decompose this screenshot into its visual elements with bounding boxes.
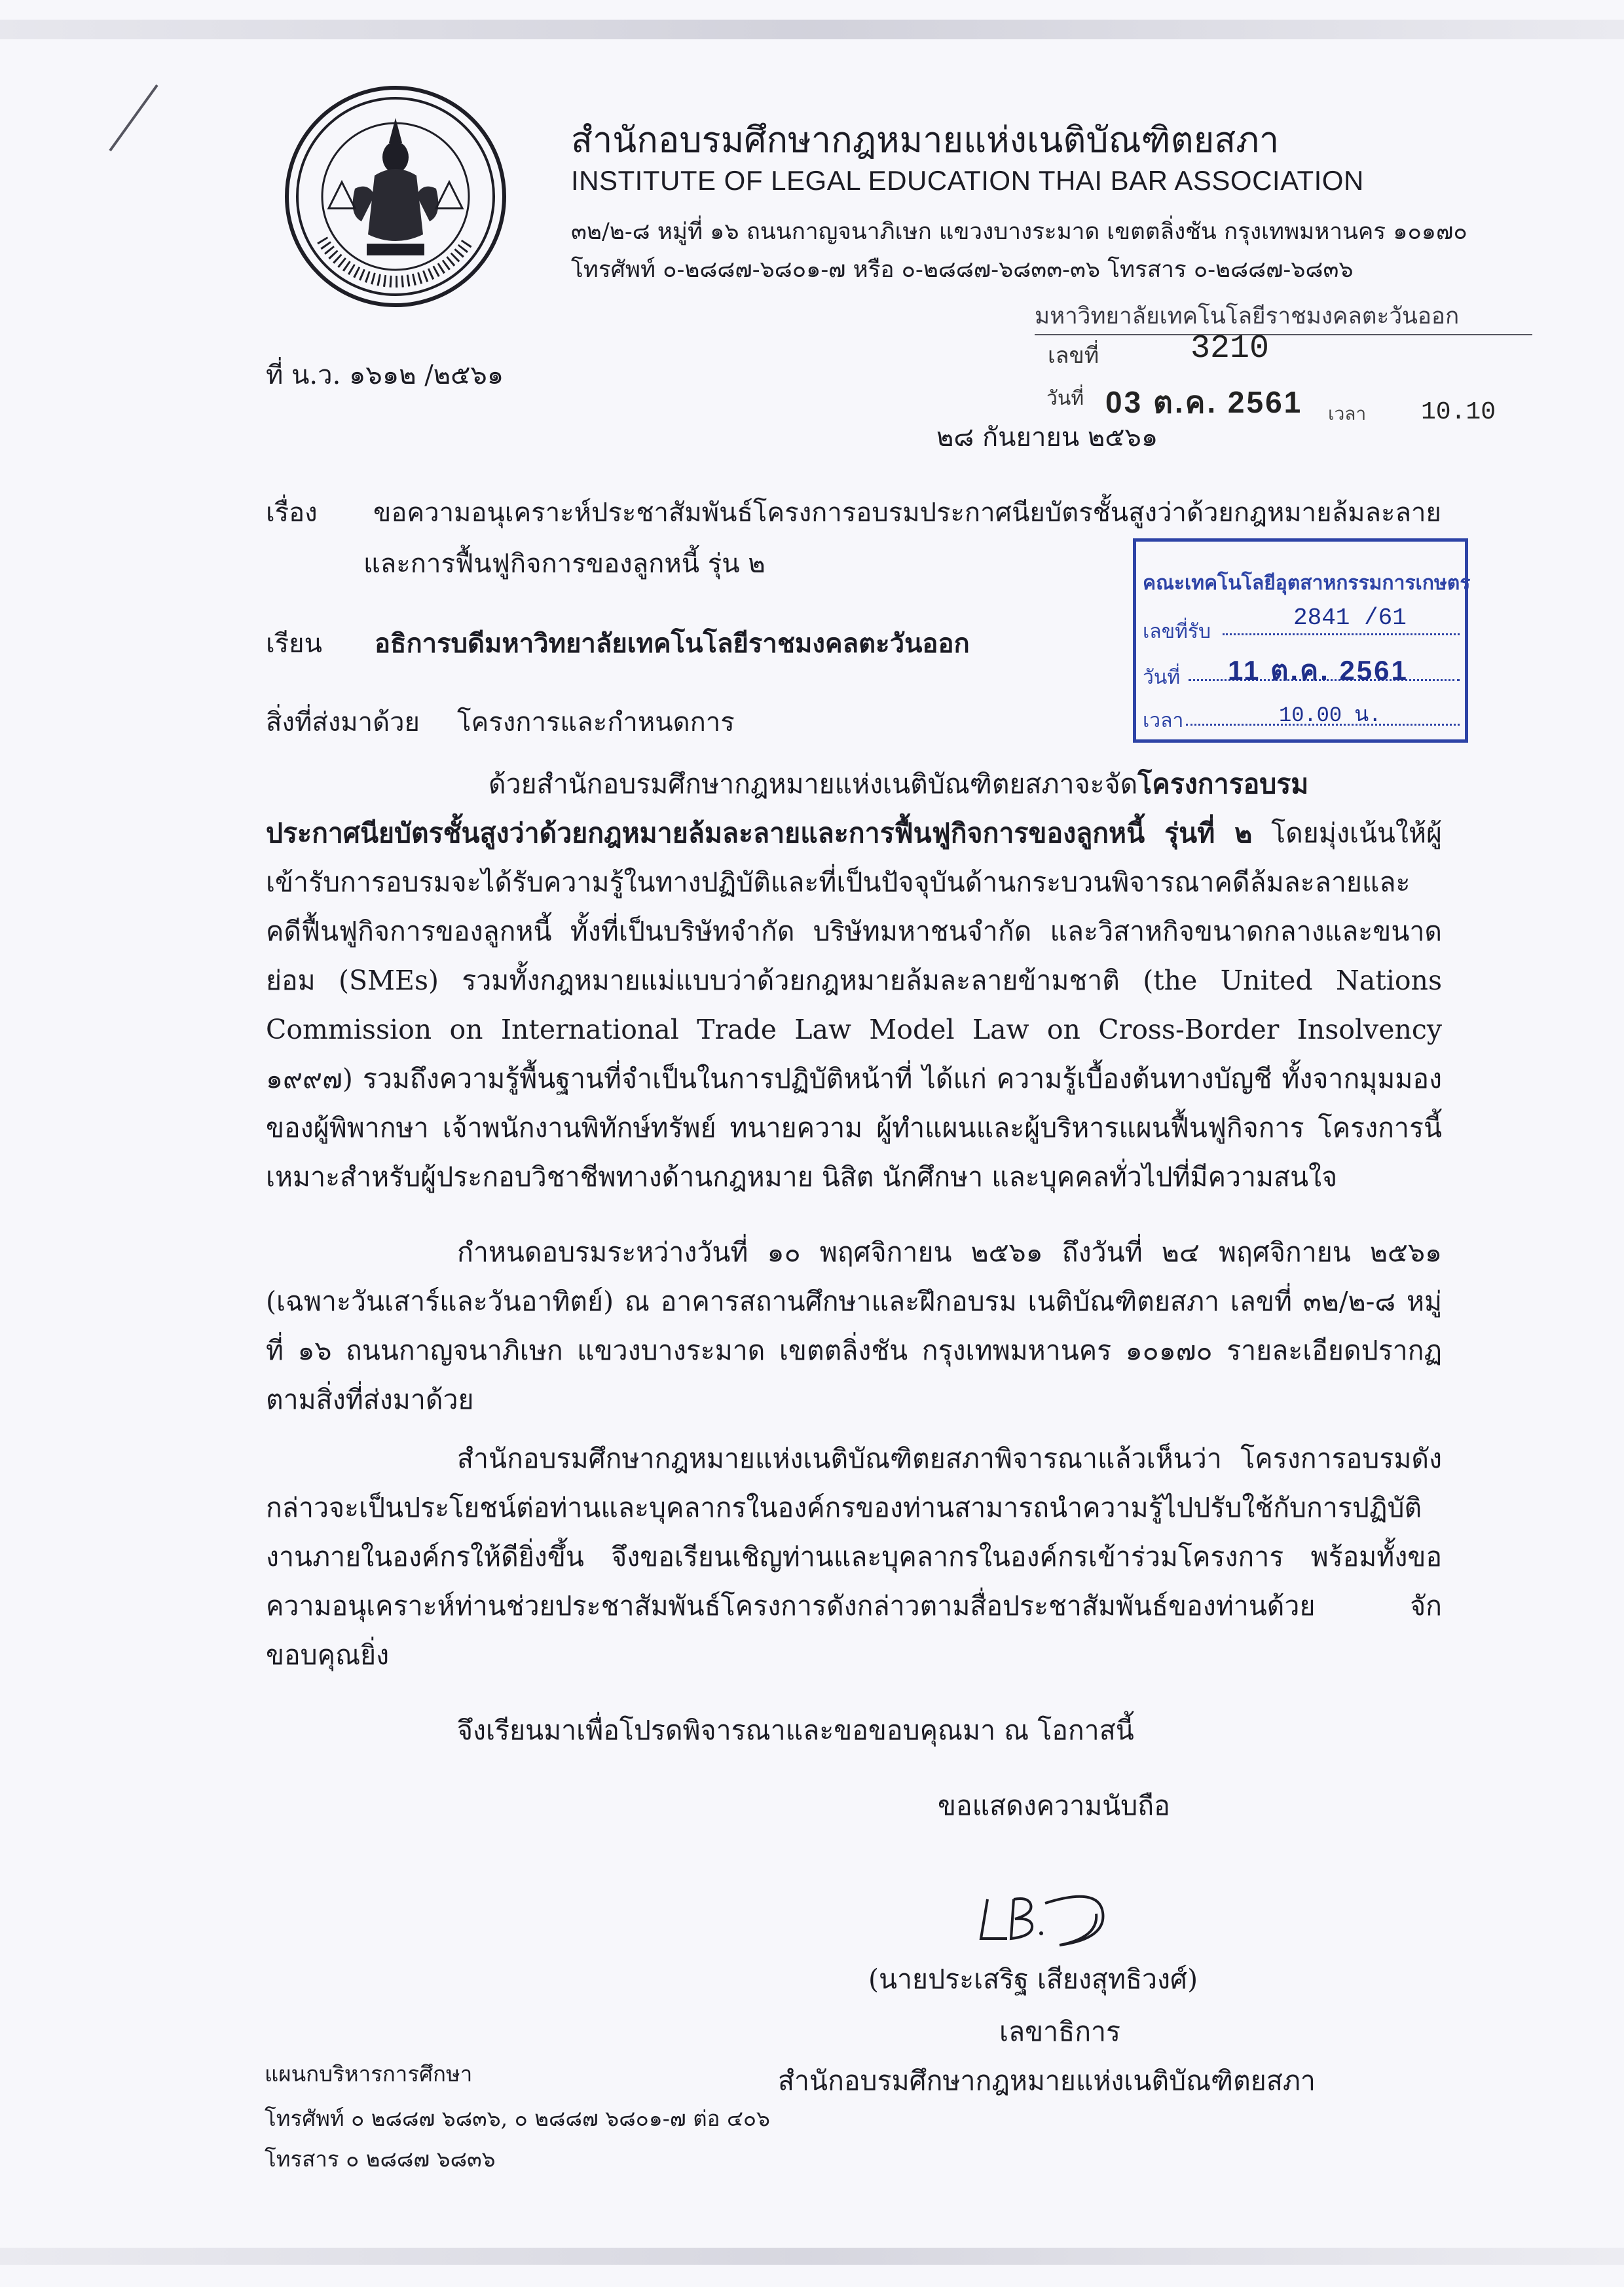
faculty-stamp-title: คณะเทคโนโลยีอุตสาหกรรมการเกษตร [1143,572,1471,595]
footer-fax: โทรสาร ๐ ๒๘๘๗ ๖๘๓๖ [265,2146,496,2172]
receipt-date-value: 03 ต.ค. 2561 [1105,385,1303,419]
institute-name-thai: สำนักอบรมศึกษากฎหมายแห่งเนติบัณฑิตยสภา [571,119,1280,160]
closing-sentence: จึงเรียนมาเพื่อโปรดพิจารณาและขอขอบคุณมา ณ โอกาสนี้ [457,1715,1134,1746]
faculty-stamp-no-label: เลขที่รับ [1143,620,1211,643]
p1-intro: ด้วยสำนักอบรมศึกษากฎหมายแห่งเนติบัณฑิตยสภาจะจัด [489,768,1138,800]
enclosure-label: สิ่งที่ส่งมาด้วย [266,707,420,737]
pen-mark-icon [98,79,170,157]
enclosure-value: โครงการและกำหนดการ [457,707,735,737]
p1-rest: โดยมุ่งเน้นให้ผู้เข้ารับการอบรมจะได้รับความรู้ในทางปฏิบัติและที่เป็นปัจจุบันด้านกระบวนพิจารณาคดีล้มละลายและคดีฟื้นฟูกิจการของลูกหนี้ ทั้งที่เป็นบริษัทจำกัด บริษัทมหาชนจำกัด และวิสาหกิจขนาดกลางและขนาดย่อม (SMEs) รวมทั้งกฎหมายแม่แบบว่าด้วยกฎหมายล้มละลายข้ามชาติ (the United Nations Commission on International Trade Law Model Law on Cross-Border Insolvency ๑๙๙๗) รวมถึงความรู้พื้นฐานที่จำเป็นในการปฏิบัติหน้าที่ ได้แก่ ความรู้เบื้องต้นทางบัญชี ทั้งจากมุมมองของผู้พิพากษา เจ้าพนักงานพิทักษ์ทรัพย์ ทนายความ ผู้ทำแผนและผู้บริหารแผนฟื้นฟูกิจการ โครงการนี้เหมาะสำหรับผู้ประกอบวิชาชีพทางด้านกฎหมาย นิสิต นักศึกษา และบุคคลทั่วไปที่มีความสนใจ [266,817,1442,1193]
receipt-time-label: เวลา [1328,403,1367,424]
receipt-time-value: 10.10 [1421,398,1496,426]
faculty-receipt-stamp [1133,538,1471,743]
institute-phone: โทรศัพท์ ๐-๒๘๘๗-๖๘๐๑-๗ หรือ ๐-๒๘๘๗-๖๘๓๓-๓๖ โทรสาร ๐-๒๘๘๗-๖๘๓๖ [571,257,1354,283]
receipt-no-label: เลขที่ [1048,343,1099,369]
regards: ขอแสดงความนับถือ [938,1790,1170,1821]
receipt-divider [1035,334,1532,335]
faculty-stamp-no-value: 2841 /61 [1293,604,1407,631]
scan-artifact-bottom [0,2248,1624,2265]
subject-line-2: และการฟื้นฟูกิจการของลูกหนี้ รุ่น ๒ [363,549,766,579]
faculty-stamp-time-value: 10.00 น. [1279,703,1382,728]
letter-reference: ที่ น.ว. ๑๖๑๒ /๒๕๖๑ [266,360,504,390]
signer-title: เลขาธิการ [999,2016,1121,2047]
signer-name: (นายประเสริฐ เสียงสุทธิวงศ์) [868,1963,1198,1995]
receipt-university: มหาวิทยาลัยเทคโนโลยีราชมงคลตะวันออก [1035,303,1460,329]
faculty-stamp-date-value: 11 ต.ค. 2561 [1228,655,1409,686]
institute-name-english: INSTITUTE OF LEGAL EDUCATION THAI BAR ASSOCIATION [571,165,1364,196]
faculty-stamp-no-line [1223,633,1460,635]
signer-organization: สำนักอบรมศึกษากฎหมายแห่งเนติบัณฑิตยสภา [778,2065,1316,2096]
scan-artifact-top [0,20,1624,39]
receipt-no-value: 3210 [1190,330,1270,367]
subject-line-1: ขอความอนุเคราะห์ประชาสัมพันธ์โครงการอบรมประกาศนียบัตรชั้นสูงว่าด้วยกฎหมายล้มละลาย [373,498,1441,528]
letter-date: ๒๘ กันยายน ๒๕๖๑ [936,422,1158,453]
receipt-date-label: วันที่ [1046,387,1084,410]
body-paragraph-2: กำหนดอบรมระหว่างวันที่ ๑๐ พฤศจิกายน ๒๕๖๑ ถึงวันที่ ๒๔ พฤศจิกายน ๒๕๖๑ (เฉพาะวันเสาร์และวันอาทิตย์) ณ อาคารสถานศึกษาและฝึกอบรม เนติบัณฑิตยสภา เลขที่ ๓๒/๒-๘ หมู่ที่ ๑๖ ถนนกาญจนาภิเษก แขวงบางระมาด เขตตลิ่งชัน กรุงเทพมหานคร ๑๐๑๗๐ รายละเอียดปรากฏตามสิ่งที่ส่งมาด้วย [266,1236,1442,1415]
body-paragraph-1 [266,760,1442,1202]
recipient-label: เรียน [266,629,322,659]
footer-department: แผนกบริหารการศึกษา [265,2061,473,2087]
handwritten-signature [968,1873,1125,1965]
faculty-stamp-date-label: วันที่ [1143,666,1181,689]
thai-bar-seal-logo [283,84,508,309]
faculty-stamp-time-label: เวลา [1143,709,1184,732]
body-paragraph-3: สำนักอบรมศึกษากฎหมายแห่งเนติบัณฑิตยสภาพิจารณาแล้วเห็นว่า โครงการอบรมดังกล่าวจะเป็นประโยชน์ต่อท่านและบุคลากรในองค์กรของท่านสามารถนำความรู้ไปปรับใช้กับการปฏิบัติงานภายในองค์กรให้ดียิ่งขึ้น จึงขอเรียนเชิญท่านและบุคลากรในองค์กรเข้าร่วมโครงการ พร้อมทั้งขอความอนุเคราะห์ท่านช่วยประชาสัมพันธ์โครงการดังกล่าวตามสื่อประชาสัมพันธ์ของท่านด้วย จักขอบคุณยิ่ง [266,1443,1442,1671]
subject-label: เรื่อง [266,498,318,528]
footer-phone: โทรศัพท์ ๐ ๒๘๘๗ ๖๘๓๖, ๐ ๒๘๘๗ ๖๘๐๑-๗ ต่อ ๔๐๖ [265,2106,771,2131]
institute-address: ๓๒/๒-๘ หมู่ที่ ๑๖ ถนนกาญจนาภิเษก แขวงบางระมาด เขตตลิ่งชัน กรุงเทพมหานคร ๑๐๑๗๐ [571,219,1467,245]
recipient-value: อธิการบดีมหาวิทยาลัยเทคโนโลยีราชมงคลตะวันออก [375,628,970,659]
p1-program-title: โครงการอบรมประกาศนียบัตรชั้นสูงว่าด้วยกฎหมายล้มละลายและการฟื้นฟูกิจการของลูกหนี้ รุ่นที่ ๒ [266,768,1309,849]
